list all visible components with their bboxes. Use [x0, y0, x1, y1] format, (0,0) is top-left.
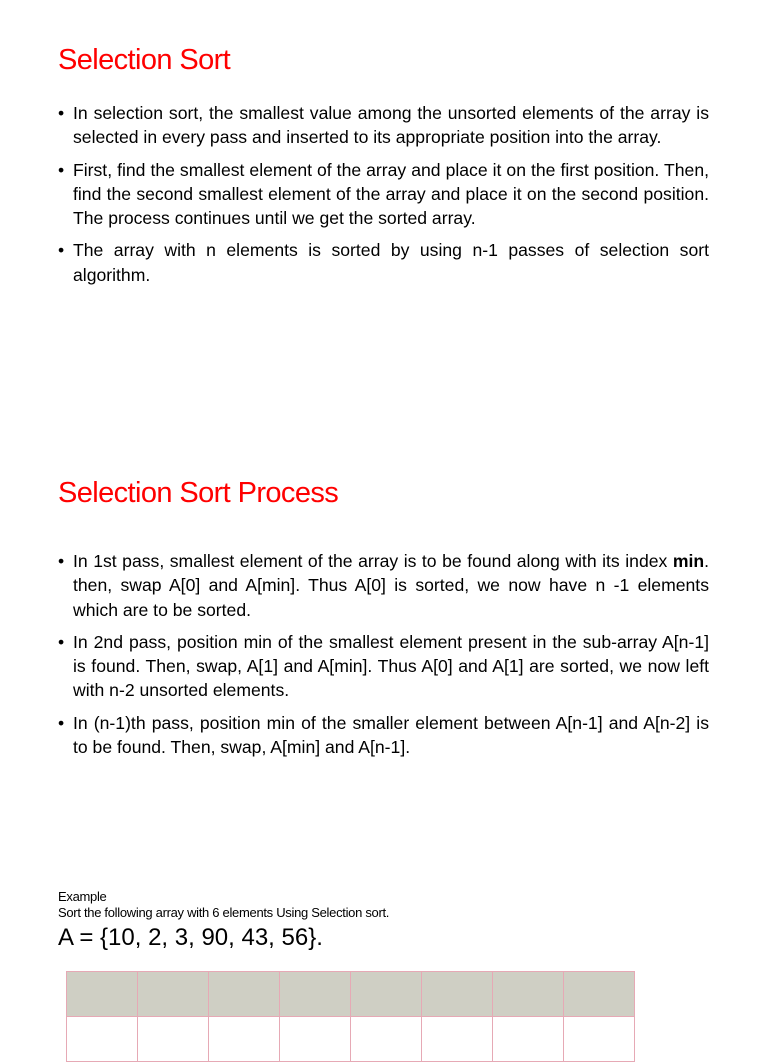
bullet-dot-icon: • [58, 103, 65, 123]
table-cell [351, 972, 422, 1017]
table-cell [422, 972, 493, 1017]
bullet-text: The array with n elements is sorted by using n-1 passes of selection sort algorithm. [73, 240, 709, 285]
table-cell [564, 1017, 635, 1062]
bullet-text-part: In 1st pass, smallest element of the array is to be found along with its index [73, 551, 673, 571]
table-cell [422, 1017, 493, 1062]
bullet-text: In (n-1)th pass, position min of the smaller element between A[n-1] and A[n-2] is to be found. Then, swap, A[min] and A[n-1]. [73, 712, 709, 758]
table-cell [209, 1017, 280, 1062]
array-table [66, 971, 635, 1062]
bullet-dot-icon: • [58, 240, 65, 261]
bullet-text-part: . then, swap A[0] and A[min]. Thus A[0] is sorted, we now have n -1 elements which are to be sorted. [73, 551, 709, 620]
bullet-dot-icon: • [58, 631, 65, 652]
example-instruction: Sort the following array with 6 elements Using Selection sort. [58, 905, 390, 920]
bullet-text: In 2nd pass, position min of the smallest element present in the sub-array A[n-1] is found. Then, swap, A[1] and A[min]. Thus A[0] and A[1] are sorted, we now left with n-2 unsorted elements. [73, 631, 709, 701]
heading-selection-sort-process: Selection Sort Process [58, 477, 339, 509]
bold-min-term: min [672, 551, 705, 571]
example-label: Example [58, 889, 107, 904]
bullet-dot-icon: • [58, 551, 65, 571]
table-cell [67, 1017, 138, 1062]
table-cell [138, 972, 209, 1017]
table-cell [209, 972, 280, 1017]
table-cell [564, 972, 635, 1017]
bullet-item [58, 238, 709, 287]
bullet-dot-icon: • [58, 712, 65, 733]
table-cell [351, 1017, 422, 1062]
example-array: A = {10, 2, 3, 90, 43, 56}. [58, 924, 323, 951]
bullet-item [58, 549, 709, 622]
heading-selection-sort: Selection Sort [58, 44, 231, 76]
bullet-item [58, 101, 709, 150]
table-row [67, 972, 635, 1017]
bullet-text: First, find the smallest element of the array and place it on the first position. Then, find the second smallest element of the array and place it on the second position. The process continues until we get the sorted array. [73, 159, 709, 229]
bullet-item [58, 711, 709, 760]
table-cell [280, 972, 351, 1017]
process-bullet-list [58, 549, 709, 767]
bullet-text: In selection sort, the smallest value among the unsorted elements of the array is selected in every pass and inserted to its appropriate position into the array. [73, 103, 709, 148]
table-cell [67, 972, 138, 1017]
table-cell [493, 1017, 564, 1062]
table-row [67, 1017, 635, 1062]
bullet-item [58, 630, 709, 703]
selection-sort-bullet-list [58, 101, 709, 295]
bullet-dot-icon: • [58, 159, 65, 180]
table-cell [493, 972, 564, 1017]
table-cell [280, 1017, 351, 1062]
bullet-item [58, 158, 709, 231]
table-cell [138, 1017, 209, 1062]
